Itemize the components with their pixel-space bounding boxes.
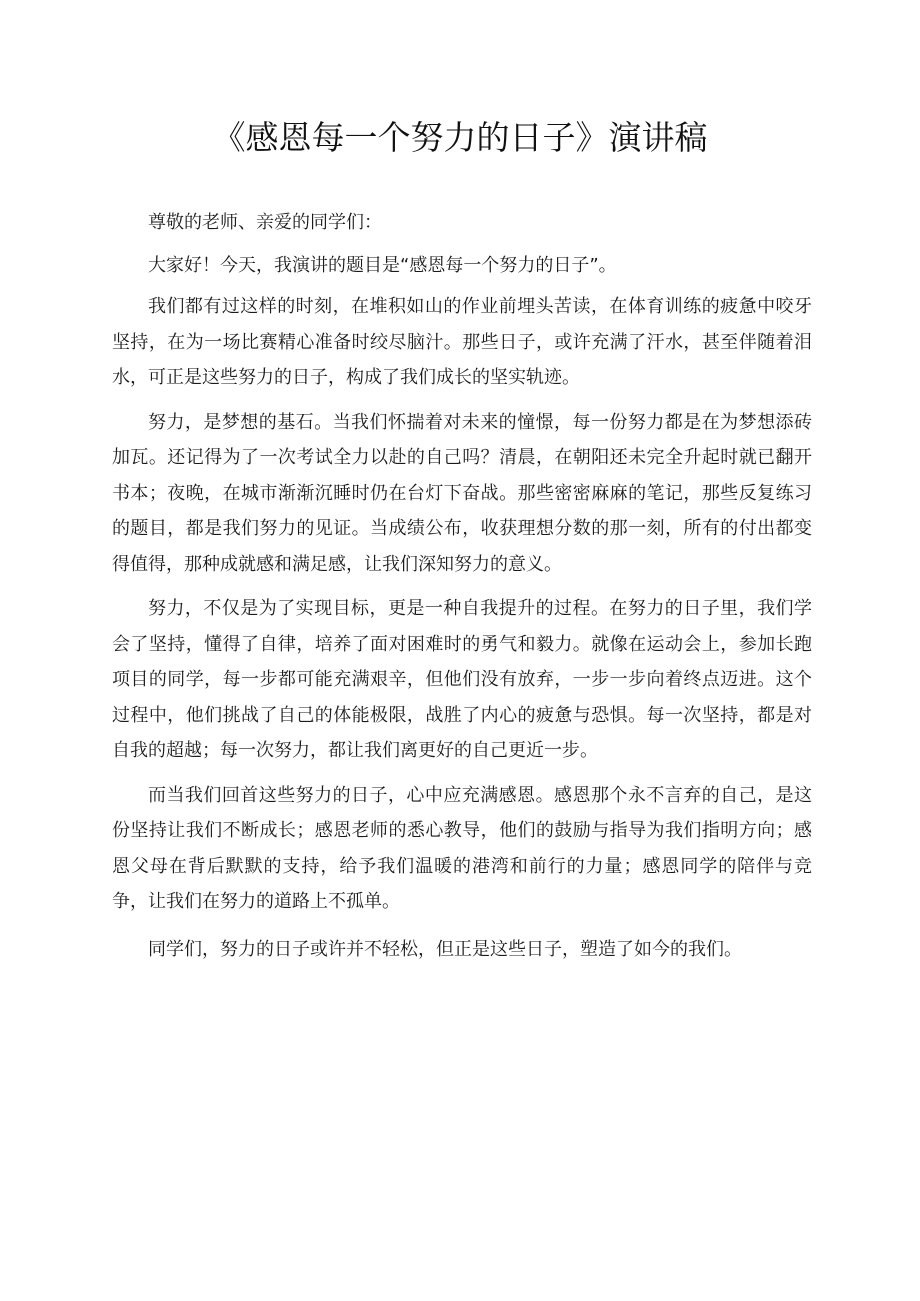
paragraph: 努力，不仅是为了实现目标，更是一种自我提升的过程。在努力的日子里，我们学会了坚持，懂得了自律，培养了面对困难时的勇气和毅力。就像在运动会上，参加长跑项目的同学，每一步都可能充满艰辛，但他们没有放弃，一步一步向着终点迈进。这个过程中，他们挑战了自己的体能极限，战胜了内心的疲惫与恐惧。每一次坚持，都是对自我的超越；每一次努力，都让我们离更好的自己更近一步。 [112,598,812,761]
document-body [112,205,812,967]
paragraph: 努力，是梦想的基石。当我们怀揣着对未来的憧憬，每一份努力都是在为梦想添砖加瓦。还记得为了一次考试全力以赴的自己吗？清晨，在朝阳还未完全升起时就已翻开书本；夜晚，在城市渐渐沉睡时仍在台灯下奋战。那些密密麻麻的笔记，那些反复练习的题目，都是我们努力的见证。当成绩公布，收获理想分数的那一刻，所有的付出都变得值得，那种成就感和满足感，让我们深知努力的意义。 [112,411,812,575]
salutation: 尊敬的老师、亲爱的同学们： [148,212,382,233]
closing-paragraph: 同学们，努力的日子或许并不轻松，但正是这些日子，塑造了如今的我们。 [148,938,742,960]
paragraph: 我们都有过这样的时刻，在堆积如山的作业前埋头苦读，在体育训练的疲惫中咬牙坚持，在为一场比赛精心准备时绞尽脑汁。那些日子，或许充满了汗水，甚至伴随着泪水，可正是这些努力的日子，构成了我们成长的坚实轨迹。 [112,296,812,388]
document-title: 《感恩每一个努力的日子》演讲稿 [212,118,708,157]
paragraph: 而当我们回首这些努力的日子，心中应充满感恩。感恩那个永不言弃的自己，是这份坚持让我们不断成长；感恩老师的悉心教导，他们的鼓励与指导为我们指明方向；感恩父母在背后默默的支持，给予我们温暖的港湾和前行的力量；感恩同学的陪伴与竞争，让我们在努力的道路上不孤单。 [112,784,812,912]
greeting: 大家好！今天，我演讲的题目是“感恩每一个努力的日子”。 [148,254,617,276]
